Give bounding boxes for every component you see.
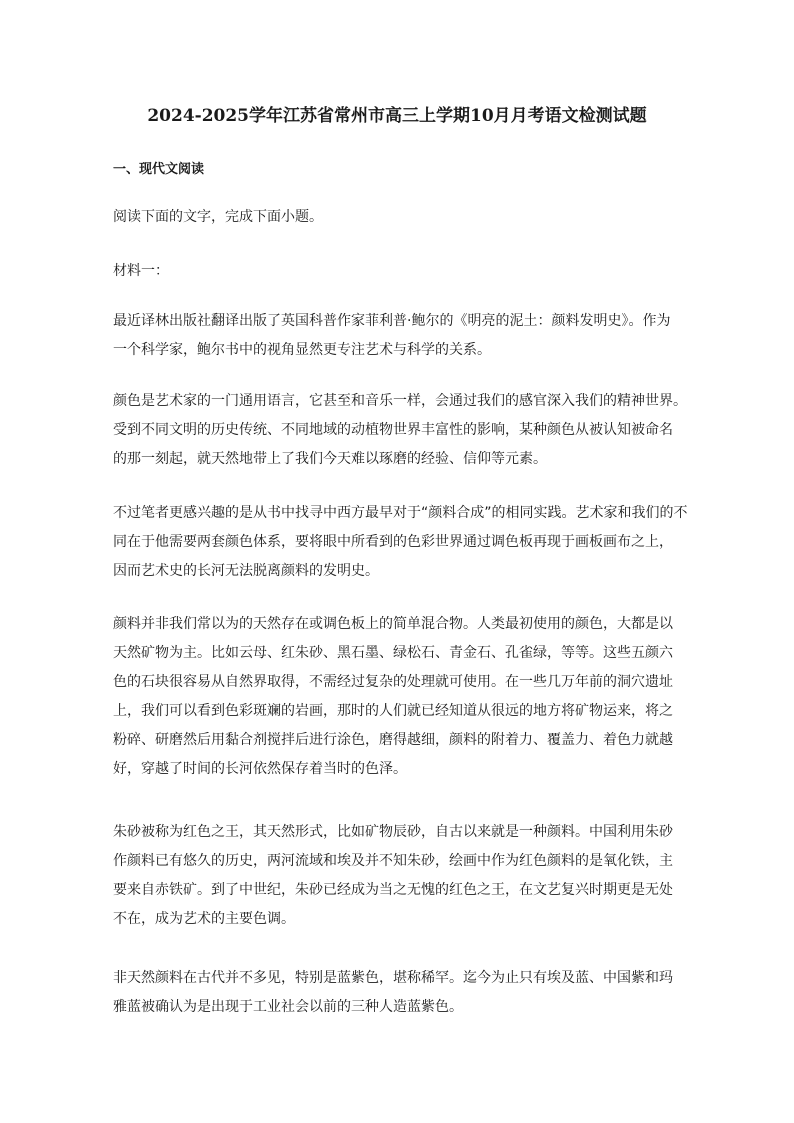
material-label	[113, 257, 703, 286]
text-line: 天然矿物为主。比如云母、红朱砂、黑石墨、绿松石、青金石、孔雀绿，等等。这些五颜六	[113, 645, 673, 661]
paragraph	[113, 964, 703, 1022]
paragraph	[113, 610, 703, 784]
text-line: 雅蓝被确认为是出现于工业社会以前的三种人造蓝紫色。	[113, 999, 463, 1015]
text-line: 上，我们可以看到色彩斑斓的岩画，那时的人们就已经知道从很远的地方将矿物运来，将之	[113, 703, 673, 719]
text-line: 同在于他需要两套颜色体系，要将眼中所看到的色彩世界通过调色板再现于画板画布之上，	[113, 534, 673, 550]
text-line: 受到不同文明的历史传统、不同地域的动植物世界丰富性的影响，某种颜色从被认知被命名	[113, 422, 673, 438]
text-line: 好，穿越了时间的长河依然保存着当时的色泽。	[113, 761, 407, 777]
text-line: 颜料并非我们常以为的天然存在或调色板上的简单混合物。人类最初使用的颜色，大都是以	[113, 616, 673, 632]
text-line: 粉碎、研磨然后用黏合剂搅拌后进行涂色，磨得越细，颜料的附着力、覆盖力、着色力就越	[113, 732, 673, 748]
text-line: 的那一刻起，就天然地带上了我们今天难以琢磨的经验、信仰等元素。	[113, 451, 547, 467]
text-line: 要来自赤铁矿。到了中世纪，朱砂已经成为当之无愧的红色之王，在文艺复兴时期更是无处	[113, 882, 673, 898]
paragraph	[113, 387, 703, 474]
text-line: 材料一：	[113, 263, 169, 279]
text-line: 阅读下面的文字，完成下面小题。	[113, 209, 323, 225]
text-line: 不过笔者更感兴趣的是从书中找寻中西方最早对于“颜料合成”的相同实践。艺术家和我们的不	[113, 505, 688, 521]
paragraph	[113, 818, 703, 934]
text-line: 一个科学家，鲍尔书中的视角显然更专注艺术与科学的关系。	[113, 342, 491, 358]
section-heading: 一、现代文阅读	[113, 162, 205, 177]
text-line: 作颜料已有悠久的历史，两河流域和埃及并不知朱砂，绘画中作为红色颜料的是氧化铁，主	[113, 853, 673, 869]
paragraph	[113, 307, 703, 365]
text-line: 不在，成为艺术的主要色调。	[113, 911, 295, 927]
paragraph	[113, 499, 703, 586]
text-line: 非天然颜料在古代并不多见，特别是蓝紫色，堪称稀罕。迄今为止只有埃及蓝、中国紫和玛	[113, 970, 673, 986]
text-line: 色的石块很容易从自然界取得，不需经过复杂的处理就可使用。在一些几万年前的洞穴遗址	[113, 674, 673, 690]
text-line: 朱砂被称为红色之王，其天然形式，比如矿物辰砂，自古以来就是一种颜料。中国利用朱砂	[113, 824, 673, 840]
instruction-text	[113, 203, 703, 232]
text-line: 颜色是艺术家的一门通用语言，它甚至和音乐一样，会通过我们的感官深入我们的精神世界。	[113, 393, 687, 409]
text-line: 最近译林出版社翻译出版了英国科普作家菲利普·鲍尔的《明亮的泥土：颜料发明史》。作为	[113, 313, 671, 329]
page-title: 2024-2025学年江苏省常州市高三上学期10月月考语文检测试题	[147, 106, 647, 126]
text-line: 因而艺术史的长河无法脱离颜料的发明史。	[113, 563, 379, 579]
